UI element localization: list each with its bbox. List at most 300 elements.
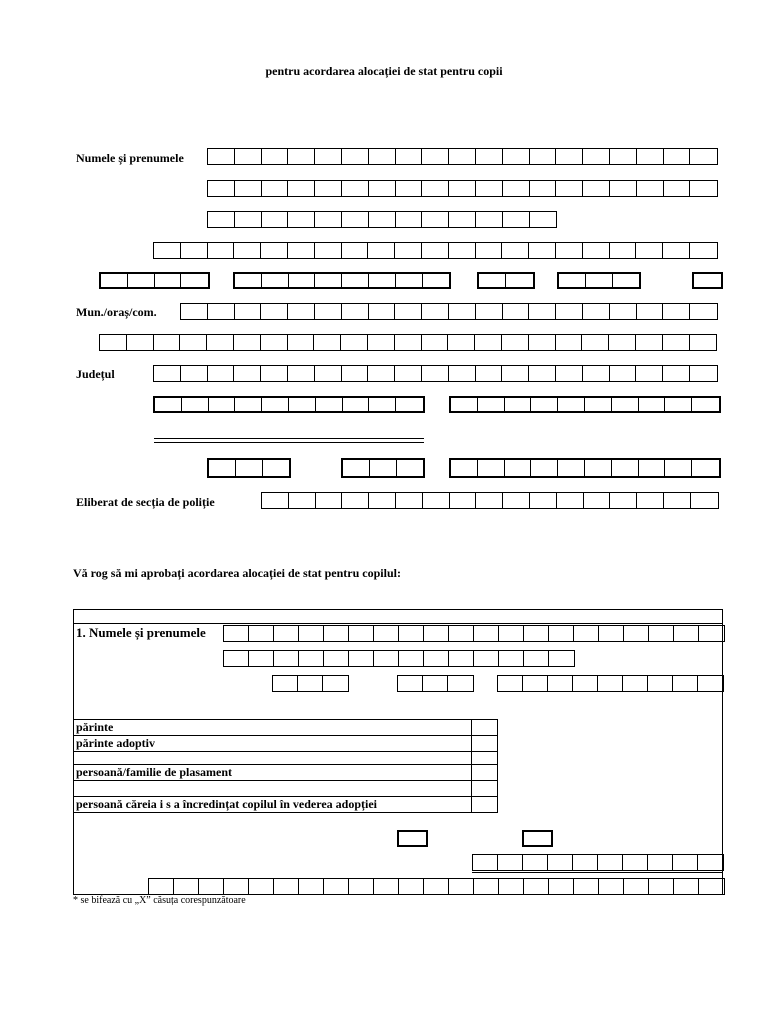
input-cell[interactable] bbox=[422, 243, 449, 258]
input-cell[interactable] bbox=[235, 212, 262, 227]
input-cell[interactable] bbox=[476, 243, 503, 258]
input-cell[interactable] bbox=[207, 335, 234, 350]
child-birth-cells-group-2[interactable] bbox=[397, 675, 474, 692]
input-cell[interactable] bbox=[692, 460, 719, 476]
input-cell[interactable] bbox=[524, 651, 549, 666]
input-cell[interactable] bbox=[399, 651, 424, 666]
input-cell[interactable] bbox=[530, 149, 557, 164]
input-cell[interactable] bbox=[692, 398, 719, 411]
input-cell[interactable] bbox=[574, 626, 599, 641]
input-cell[interactable] bbox=[289, 493, 316, 508]
input-cell[interactable] bbox=[610, 181, 637, 196]
input-cell[interactable] bbox=[449, 212, 476, 227]
child-name-cells-row-1[interactable] bbox=[223, 625, 725, 642]
input-cell[interactable] bbox=[639, 460, 666, 476]
city-cells-row-1[interactable] bbox=[180, 303, 718, 320]
date-cells-group-2[interactable] bbox=[341, 458, 425, 478]
input-cell[interactable] bbox=[610, 243, 637, 258]
input-cell[interactable] bbox=[451, 460, 478, 476]
input-cell[interactable] bbox=[182, 398, 209, 411]
child-birth-cells-group-1[interactable] bbox=[272, 675, 349, 692]
input-cell[interactable] bbox=[249, 879, 274, 894]
input-cell[interactable] bbox=[261, 243, 288, 258]
input-cell[interactable] bbox=[476, 212, 503, 227]
input-cell[interactable] bbox=[583, 366, 610, 381]
input-cell[interactable] bbox=[298, 676, 323, 691]
input-cell[interactable] bbox=[288, 243, 315, 258]
input-cell[interactable] bbox=[316, 398, 343, 411]
input-cell[interactable] bbox=[342, 274, 369, 287]
input-cell[interactable] bbox=[128, 274, 155, 287]
input-cell[interactable] bbox=[249, 651, 274, 666]
input-cell[interactable] bbox=[289, 398, 316, 411]
input-cell[interactable] bbox=[523, 855, 548, 870]
input-cell[interactable] bbox=[234, 366, 261, 381]
input-cell[interactable] bbox=[369, 493, 396, 508]
input-cell[interactable] bbox=[127, 335, 154, 350]
input-cell[interactable] bbox=[503, 181, 530, 196]
input-cell[interactable] bbox=[448, 676, 473, 691]
input-cell[interactable] bbox=[422, 366, 449, 381]
input-cell[interactable] bbox=[299, 626, 324, 641]
input-cell[interactable] bbox=[288, 181, 315, 196]
input-cell[interactable] bbox=[664, 181, 691, 196]
input-cell[interactable] bbox=[573, 676, 598, 691]
option-checkbox[interactable] bbox=[471, 797, 498, 812]
input-cell[interactable] bbox=[262, 398, 289, 411]
input-cell[interactable] bbox=[224, 879, 249, 894]
input-cell[interactable] bbox=[368, 335, 395, 350]
option-checkbox[interactable] bbox=[471, 736, 498, 751]
input-cell[interactable] bbox=[180, 335, 207, 350]
input-cell[interactable] bbox=[694, 274, 721, 287]
input-cell[interactable] bbox=[349, 879, 374, 894]
input-cell[interactable] bbox=[584, 493, 611, 508]
input-cell[interactable] bbox=[531, 398, 558, 411]
input-cell[interactable] bbox=[208, 304, 235, 319]
input-cell[interactable] bbox=[249, 626, 274, 641]
input-cell[interactable] bbox=[690, 149, 717, 164]
input-cell[interactable] bbox=[556, 181, 583, 196]
input-cell[interactable] bbox=[274, 879, 299, 894]
input-cell[interactable] bbox=[395, 335, 422, 350]
input-cell[interactable] bbox=[395, 243, 422, 258]
input-cell[interactable] bbox=[556, 243, 583, 258]
input-cell[interactable] bbox=[155, 398, 182, 411]
input-cell[interactable] bbox=[424, 879, 449, 894]
input-cell[interactable] bbox=[422, 149, 449, 164]
input-cell[interactable] bbox=[423, 493, 450, 508]
input-cell[interactable] bbox=[673, 855, 698, 870]
input-cell[interactable] bbox=[342, 493, 369, 508]
date-cells-group-3[interactable] bbox=[449, 458, 721, 478]
input-cell[interactable] bbox=[181, 366, 208, 381]
input-cell[interactable] bbox=[690, 181, 717, 196]
input-cell[interactable] bbox=[598, 676, 623, 691]
input-cell[interactable] bbox=[609, 335, 636, 350]
input-cell[interactable] bbox=[530, 493, 557, 508]
input-cell[interactable] bbox=[262, 149, 289, 164]
city-cells-row-2[interactable] bbox=[99, 334, 717, 351]
input-cell[interactable] bbox=[506, 274, 533, 287]
input-cell[interactable] bbox=[663, 304, 690, 319]
input-cell[interactable] bbox=[449, 304, 476, 319]
input-cell[interactable] bbox=[449, 879, 474, 894]
input-cell[interactable] bbox=[556, 366, 583, 381]
input-cell[interactable] bbox=[476, 366, 503, 381]
input-cell[interactable] bbox=[524, 832, 551, 845]
input-cell[interactable] bbox=[699, 879, 724, 894]
input-cell[interactable] bbox=[422, 335, 449, 350]
input-cell[interactable] bbox=[583, 181, 610, 196]
input-cell[interactable] bbox=[343, 460, 370, 476]
input-cell[interactable] bbox=[558, 398, 585, 411]
input-cell[interactable] bbox=[369, 304, 396, 319]
input-cell[interactable] bbox=[323, 676, 348, 691]
input-cell[interactable] bbox=[558, 460, 585, 476]
input-cell[interactable] bbox=[398, 676, 423, 691]
input-cell[interactable] bbox=[314, 335, 341, 350]
input-cell[interactable] bbox=[478, 460, 505, 476]
input-cell[interactable] bbox=[224, 626, 249, 641]
input-cell[interactable] bbox=[369, 149, 396, 164]
input-cell[interactable] bbox=[636, 243, 663, 258]
input-cell[interactable] bbox=[199, 879, 224, 894]
input-cell[interactable] bbox=[610, 366, 637, 381]
input-cell[interactable] bbox=[396, 212, 423, 227]
input-cell[interactable] bbox=[342, 243, 369, 258]
input-cell[interactable] bbox=[498, 855, 523, 870]
input-cell[interactable] bbox=[208, 366, 235, 381]
input-cell[interactable] bbox=[288, 304, 315, 319]
input-cell[interactable] bbox=[395, 304, 422, 319]
input-cell[interactable] bbox=[234, 243, 261, 258]
input-cell[interactable] bbox=[234, 335, 261, 350]
input-cell[interactable] bbox=[674, 879, 699, 894]
input-cell[interactable] bbox=[449, 243, 476, 258]
input-cell[interactable] bbox=[262, 212, 289, 227]
input-cell[interactable] bbox=[235, 398, 262, 411]
name-cells-row-1[interactable] bbox=[207, 148, 718, 165]
input-cell[interactable] bbox=[324, 879, 349, 894]
input-cell[interactable] bbox=[274, 626, 299, 641]
input-cell[interactable] bbox=[449, 626, 474, 641]
input-cell[interactable] bbox=[423, 676, 448, 691]
input-cell[interactable] bbox=[502, 335, 529, 350]
input-cell[interactable] bbox=[648, 676, 673, 691]
id-cells-group-2[interactable] bbox=[449, 396, 721, 413]
input-cell[interactable] bbox=[691, 493, 718, 508]
option-checkbox[interactable] bbox=[471, 720, 498, 735]
option-checkbox[interactable] bbox=[471, 765, 498, 780]
input-cell[interactable] bbox=[101, 274, 128, 287]
input-cell[interactable] bbox=[476, 304, 503, 319]
input-cell[interactable] bbox=[324, 651, 349, 666]
input-cell[interactable] bbox=[235, 304, 262, 319]
input-cell[interactable] bbox=[502, 243, 529, 258]
input-cell[interactable] bbox=[583, 304, 610, 319]
input-cell[interactable] bbox=[637, 149, 664, 164]
input-cell[interactable] bbox=[315, 366, 342, 381]
input-cell[interactable] bbox=[664, 149, 691, 164]
name-cells-row-2[interactable] bbox=[207, 180, 718, 197]
input-cell[interactable] bbox=[610, 304, 637, 319]
input-cell[interactable] bbox=[549, 626, 574, 641]
input-cell[interactable] bbox=[155, 274, 182, 287]
input-cell[interactable] bbox=[637, 304, 664, 319]
input-cell[interactable] bbox=[474, 651, 499, 666]
input-cell[interactable] bbox=[498, 676, 523, 691]
input-cell[interactable] bbox=[698, 676, 723, 691]
input-cell[interactable] bbox=[349, 626, 374, 641]
input-cell[interactable] bbox=[573, 855, 598, 870]
input-cell[interactable] bbox=[664, 493, 691, 508]
input-cell[interactable] bbox=[699, 626, 724, 641]
input-cell[interactable] bbox=[529, 335, 556, 350]
input-cell[interactable] bbox=[613, 274, 640, 287]
input-cell[interactable] bbox=[529, 243, 556, 258]
input-cell[interactable] bbox=[288, 366, 315, 381]
input-cell[interactable] bbox=[583, 149, 610, 164]
input-cell[interactable] bbox=[149, 879, 174, 894]
input-cell[interactable] bbox=[262, 181, 289, 196]
id-cells-group-1[interactable] bbox=[153, 396, 425, 413]
address-cells-group-2[interactable] bbox=[233, 272, 451, 289]
input-cell[interactable] bbox=[274, 651, 299, 666]
input-cell[interactable] bbox=[649, 879, 674, 894]
option-checkbox[interactable] bbox=[471, 781, 498, 796]
input-cell[interactable] bbox=[649, 626, 674, 641]
police-cells-row[interactable] bbox=[261, 492, 719, 509]
input-cell[interactable] bbox=[262, 493, 289, 508]
input-cell[interactable] bbox=[235, 181, 262, 196]
input-cell[interactable] bbox=[374, 626, 399, 641]
input-cell[interactable] bbox=[599, 879, 624, 894]
input-cell[interactable] bbox=[556, 304, 583, 319]
input-cell[interactable] bbox=[450, 493, 477, 508]
input-cell[interactable] bbox=[208, 212, 235, 227]
input-cell[interactable] bbox=[636, 366, 663, 381]
input-cell[interactable] bbox=[263, 460, 290, 476]
input-cell[interactable] bbox=[624, 879, 649, 894]
input-cell[interactable] bbox=[583, 243, 610, 258]
input-cell[interactable] bbox=[424, 626, 449, 641]
input-cell[interactable] bbox=[673, 676, 698, 691]
address-cells-group-4[interactable] bbox=[557, 272, 641, 289]
input-cell[interactable] bbox=[208, 243, 235, 258]
input-cell[interactable] bbox=[396, 398, 423, 411]
input-cell[interactable] bbox=[451, 398, 478, 411]
input-cell[interactable] bbox=[637, 493, 664, 508]
input-cell[interactable] bbox=[663, 335, 690, 350]
input-cell[interactable] bbox=[396, 493, 423, 508]
input-cell[interactable] bbox=[396, 181, 423, 196]
input-cell[interactable] bbox=[299, 651, 324, 666]
input-cell[interactable] bbox=[476, 493, 503, 508]
input-cell[interactable] bbox=[476, 149, 503, 164]
input-cell[interactable] bbox=[505, 398, 532, 411]
input-cell[interactable] bbox=[549, 651, 574, 666]
input-cell[interactable] bbox=[235, 149, 262, 164]
input-cell[interactable] bbox=[261, 366, 288, 381]
address-cells-group-5[interactable] bbox=[692, 272, 723, 289]
input-cell[interactable] bbox=[476, 181, 503, 196]
address-cells-group-1[interactable] bbox=[99, 272, 210, 289]
input-cell[interactable] bbox=[663, 366, 690, 381]
input-cell[interactable] bbox=[690, 304, 717, 319]
input-cell[interactable] bbox=[343, 398, 370, 411]
input-cell[interactable] bbox=[273, 676, 298, 691]
input-cell[interactable] bbox=[288, 335, 315, 350]
input-cell[interactable] bbox=[235, 274, 262, 287]
input-cell[interactable] bbox=[181, 243, 208, 258]
input-cell[interactable] bbox=[154, 243, 181, 258]
input-cell[interactable] bbox=[288, 212, 315, 227]
input-cell[interactable] bbox=[531, 460, 558, 476]
input-cell[interactable] bbox=[474, 879, 499, 894]
input-cell[interactable] bbox=[586, 274, 613, 287]
input-cell[interactable] bbox=[449, 181, 476, 196]
input-cell[interactable] bbox=[474, 626, 499, 641]
input-cell[interactable] bbox=[341, 335, 368, 350]
input-cell[interactable] bbox=[530, 212, 557, 227]
input-cell[interactable] bbox=[315, 304, 342, 319]
input-cell[interactable] bbox=[289, 274, 316, 287]
input-cell[interactable] bbox=[612, 460, 639, 476]
input-cell[interactable] bbox=[524, 626, 549, 641]
input-cell[interactable] bbox=[368, 366, 395, 381]
input-cell[interactable] bbox=[236, 460, 263, 476]
county-cells-row[interactable] bbox=[153, 365, 718, 382]
input-cell[interactable] bbox=[224, 651, 249, 666]
input-cell[interactable] bbox=[612, 398, 639, 411]
input-cell[interactable] bbox=[548, 676, 573, 691]
input-cell[interactable] bbox=[288, 149, 315, 164]
input-cell[interactable] bbox=[624, 626, 649, 641]
input-cell[interactable] bbox=[639, 398, 666, 411]
input-cell[interactable] bbox=[209, 398, 236, 411]
input-cell[interactable] bbox=[574, 879, 599, 894]
input-cell[interactable] bbox=[505, 460, 532, 476]
input-cell[interactable] bbox=[369, 398, 396, 411]
input-cell[interactable] bbox=[349, 651, 374, 666]
input-cell[interactable] bbox=[665, 460, 692, 476]
name-cells-row-3[interactable] bbox=[207, 211, 557, 228]
input-cell[interactable] bbox=[502, 366, 529, 381]
input-cell[interactable] bbox=[610, 149, 637, 164]
input-cell[interactable] bbox=[396, 274, 423, 287]
code-cells-row[interactable] bbox=[153, 242, 718, 259]
input-cell[interactable] bbox=[208, 181, 235, 196]
input-cell[interactable] bbox=[499, 879, 524, 894]
input-cell[interactable] bbox=[396, 149, 423, 164]
input-cell[interactable] bbox=[623, 855, 648, 870]
input-cell[interactable] bbox=[369, 212, 396, 227]
input-cell[interactable] bbox=[422, 212, 449, 227]
input-cell[interactable] bbox=[585, 398, 612, 411]
option-checkbox[interactable] bbox=[471, 752, 498, 764]
input-cell[interactable] bbox=[449, 149, 476, 164]
input-cell[interactable] bbox=[100, 335, 127, 350]
input-cell[interactable] bbox=[422, 181, 449, 196]
address-cells-group-3[interactable] bbox=[477, 272, 535, 289]
input-cell[interactable] bbox=[449, 651, 474, 666]
input-cell[interactable] bbox=[674, 626, 699, 641]
input-cell[interactable] bbox=[637, 181, 664, 196]
input-cell[interactable] bbox=[369, 181, 396, 196]
input-cell[interactable] bbox=[557, 493, 584, 508]
input-cell[interactable] bbox=[648, 855, 673, 870]
input-cell[interactable] bbox=[370, 460, 397, 476]
input-cell[interactable] bbox=[529, 366, 556, 381]
input-cell[interactable] bbox=[690, 366, 717, 381]
input-cell[interactable] bbox=[316, 493, 343, 508]
input-cell[interactable] bbox=[261, 335, 288, 350]
checkbox-a[interactable] bbox=[397, 830, 428, 847]
input-cell[interactable] bbox=[315, 149, 342, 164]
input-cell[interactable] bbox=[610, 493, 637, 508]
input-cell[interactable] bbox=[399, 626, 424, 641]
input-cell[interactable] bbox=[503, 304, 530, 319]
input-cell[interactable] bbox=[342, 181, 369, 196]
input-cell[interactable] bbox=[529, 304, 556, 319]
input-cell[interactable] bbox=[208, 149, 235, 164]
input-cell[interactable] bbox=[478, 398, 505, 411]
input-cell[interactable] bbox=[395, 366, 422, 381]
input-cell[interactable] bbox=[399, 879, 424, 894]
input-cell[interactable] bbox=[499, 651, 524, 666]
input-cell[interactable] bbox=[598, 855, 623, 870]
input-cell[interactable] bbox=[299, 879, 324, 894]
input-cell[interactable] bbox=[503, 149, 530, 164]
input-cell[interactable] bbox=[174, 879, 199, 894]
input-cell[interactable] bbox=[399, 832, 426, 845]
input-cell[interactable] bbox=[503, 493, 530, 508]
child-code-cells-row[interactable] bbox=[472, 854, 724, 871]
input-cell[interactable] bbox=[503, 212, 530, 227]
input-cell[interactable] bbox=[397, 460, 424, 476]
child-id-cells-row[interactable] bbox=[148, 878, 725, 895]
input-cell[interactable] bbox=[698, 855, 723, 870]
input-cell[interactable] bbox=[556, 335, 583, 350]
input-cell[interactable] bbox=[424, 651, 449, 666]
input-cell[interactable] bbox=[559, 274, 586, 287]
input-cell[interactable] bbox=[423, 274, 450, 287]
input-cell[interactable] bbox=[599, 626, 624, 641]
input-cell[interactable] bbox=[479, 274, 506, 287]
input-cell[interactable] bbox=[449, 366, 476, 381]
input-cell[interactable] bbox=[342, 212, 369, 227]
input-cell[interactable] bbox=[499, 626, 524, 641]
input-cell[interactable] bbox=[342, 149, 369, 164]
input-cell[interactable] bbox=[369, 274, 396, 287]
input-cell[interactable] bbox=[448, 335, 475, 350]
date-cells-group-1[interactable] bbox=[207, 458, 291, 478]
input-cell[interactable] bbox=[262, 274, 289, 287]
input-cell[interactable] bbox=[154, 335, 181, 350]
input-cell[interactable] bbox=[475, 335, 502, 350]
input-cell[interactable] bbox=[261, 304, 288, 319]
input-cell[interactable] bbox=[315, 243, 342, 258]
input-cell[interactable] bbox=[342, 304, 369, 319]
input-cell[interactable] bbox=[324, 626, 349, 641]
input-cell[interactable] bbox=[690, 243, 717, 258]
checkbox-b[interactable] bbox=[522, 830, 553, 847]
input-cell[interactable] bbox=[181, 304, 208, 319]
input-cell[interactable] bbox=[585, 460, 612, 476]
input-cell[interactable] bbox=[523, 676, 548, 691]
input-cell[interactable] bbox=[663, 243, 690, 258]
